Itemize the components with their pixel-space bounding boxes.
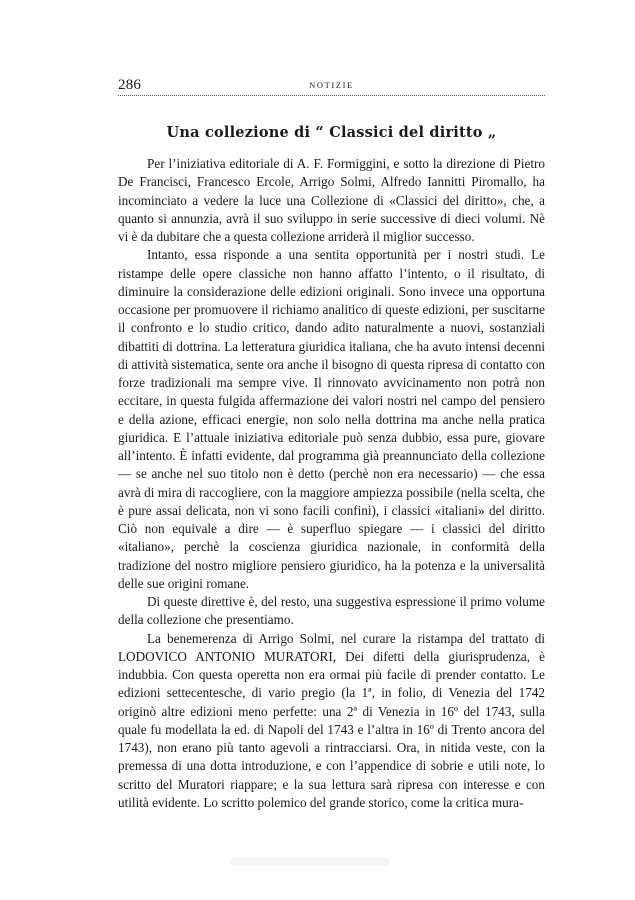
paragraph: Di queste direttive è, del resto, una suggestiva espressione il primo volume della collezione che presentiamo.: [118, 594, 545, 628]
article-title: Una collezione di “ Classici del diritto „: [166, 124, 497, 141]
paragraph: La benemerenza di Arrigo Solmi, nel curare la ristampa del trattato di LODOVICO ANTONIO MURATORI, Dei difetti della giurisprudenza, è indubbia. Con questa operetta non era ormai più facile di prender contatto. Le edizioni settecentesche, di vario pregio (la 1ª, in folio, di Venezia del 1742 originò altre edizioni meno perfette: una 2ª di Venezia in 16º del 1743, sulla quale fu modellata la ed. di Napoli del 1743 e l’altra in 16º di Trento ancora del 1743), non erano più tanto agevoli a rintracciarsi. Ora, in nitida veste, con la premessa di una dotta introduzione, e con l’appendice di sobrie e utili note, lo scritto del Muratori riappare; e la sua lettura sarà ripresa con interesse e con utilità evidente. Lo scritto polemico del grande storico, come la critica mura-: [118, 630, 545, 810]
article-body: [118, 155, 545, 812]
header-rule: [118, 95, 545, 96]
print-show-through: [230, 858, 390, 866]
page-header: [118, 73, 545, 95]
running-head: NOTIZIE: [309, 80, 354, 90]
paragraph: Intanto, essa risponde a una sentita opportunità per i nostri studi. Le ristampe delle opere classiche non hanno affatto l’intento, o il risultato, di diminuire la considerazione delle edizioni originali. Sono invece una opportuna occasione per promuovere il richiamo analitico di queste edizioni, per suscitarne il confronto e lo studio critico, dando adito naturalmente a nuovi, sostanziali dibattiti di dottrina. La letteratura giuridica italiana, che ha avuto intensi decenni di attività sistematica, sente ora anche il bisogno di questa ripresa di contatto con forze tradizionali ma sempre vive. Il rinnovato avvicinamento non potrà non eccitare, in questa fulgida affermazione dei valori nostri nel campo del pensiero e della azione, efficaci energie, non solo nella dottrina ma anche nella pratica giuridica. E l’attuale iniziativa editoriale può senza dubbio, essa pure, giovare all’intento. È infatti evidente, dal programma già preannunciato della collezione — se anche nel suo titolo non è detto (perchè non era necessario) — che essa avrà di mira di raccogliere, con la maggiore ampiezza possibile (nella scelta, che è pure assai delicata, non vi sono facili confini), i classici «italiani» del diritto. Ciò non equivale a dire — è superfluo spiegare — i classici del diritto «italiano», perchè la coscienza giuridica nazionale, in conformità della tradizione del nostro migliore pensiero giuridico, ha la potenza e la universalità delle sue origini romane.: [118, 247, 546, 591]
page-number: 286: [118, 77, 142, 93]
paragraph: Per l’iniziativa editoriale di A. F. Formiggini, e sotto la direzione di Pietro De Francisci, Francesco Ercole, Arrigo Solmi, Alfredo Iannitti Piromallo, ha incominciato a vedere la luce una Collezione di «Classici del diritto», che, a quanto si annunzia, avrà il suo sviluppo in serie successive di dieci volumi. Nè vi è da dubitare che a questa collezione arriderà il miglior successo.: [118, 156, 545, 244]
